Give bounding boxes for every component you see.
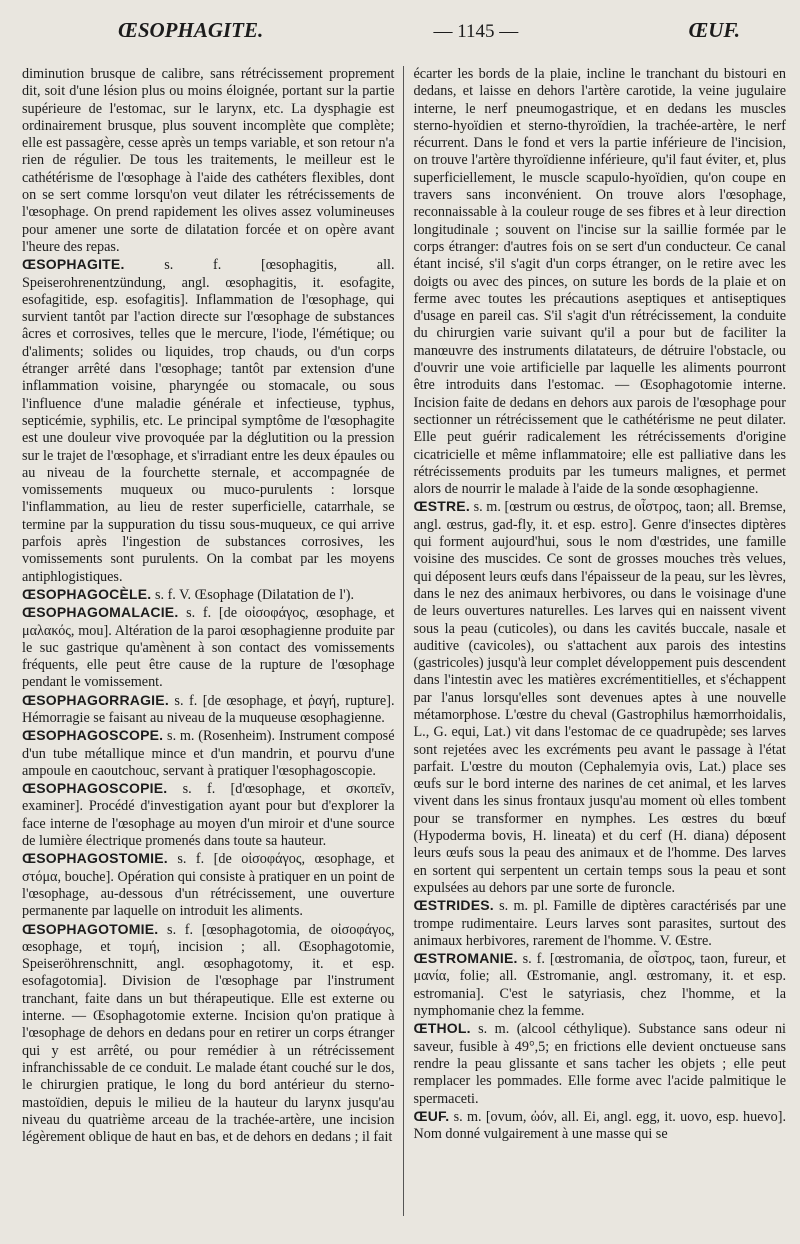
entry-headword: ŒSOPHAGORRAGIE. (22, 691, 169, 708)
continuation-text: diminution brusque de calibre, sans rétrécissement proprement dit, soit d'une lésion plus ou moins éloignée, portant sur la partie supérieure de l'estomac, sur le larynx, etc. La dysphagie est ordinairement brusque, plus souvent incomplète que complète; elle est passagère, cesse après un temps variable, et son retour n'a rien de régulier. De tous les traitements, le meilleur est le cathétérisme de l'œsophage à l'aide des cathéters flexibles, dont on se sert comme lorsqu'on veut dilater les rétrécissements de l'œsophage. On prend rapidement les olives assez volumineuses pour amener une sorte de dilatation forcée et on opère avant l'heure des repas. (22, 66, 395, 255)
entry-definition: s. f. [de οἰσοφάγος, œsophage, et μαλακός, mou]. Altération de la paroi œsophagienne produite par le suc gastrique qu'amènent à son contact des vomissements fréquents, elle peut être cause de la rupture de l'œsophage pendant le vomissement. (22, 605, 395, 691)
entry-definition: s. f. [œsophagotomia, de οἰσοφάγος, œsophage, et τομή, incision ; all. Œsophagotomie, Speiseröhrenschnitt, angl. œsophagotomy, it. et esp. esofagotomia]. Division de l'œsophage par l'instrument tranchant, faite dans un but thérapeutique. Elle est externe ou interne. — Œsophagotomie externe. Incision qu'on pratique à l'œsophage de dehors en dedans pour en retirer un corps étranger qui y est arrêté, ou pour remédier à un rétrécissement infranchissable de ce conduit. Le malade étant couché sur le dos, le chirurgien pratique, le long du bord antérieur du sterno-mastoïdien, depuis le milieu de la hauteur du larynx jusqu'au niveau du quatrième arceau de la trachée-artère, une incision légèrement oblique de haut en bas, et de dehors en dedans ; il fait (22, 921, 395, 1146)
continuation-text: écarter les bords de la plaie, incline le tranchant du bistouri en dedans, et laisse en dehors l'artère carotide, la veine jugulaire interne, le nerf pneumogastrique, et en dedans les muscles sterno-hyoïdien et sterno-thyroïdien, la trachée-artère, le nerf récurrent. Dans le fond et vers la partie inférieure de l'incision, on trouve l'artère thyroïdienne inférieure, qu'il faut éviter, et, plus superficiellement, le muscle scapulo-hyoïdien, qu'on coupe en travers sans inconvénient. On trouve alors l'œsophage, reconnaissable à la couleur rouge de ses fibres et à leur direction longitudinale ; souvent on l'incise sur la saillie formée par le corps étranger: d'autres fois on se sert d'un conducteur. Ce canal étant incisé, s'il s'agit d'un corps étranger, on le retire avec les doigts ou avec des pinces, on suture les bords de la plaie et on ferme avec toutes les précautions aseptiques et antiseptiques d'usage en pareil cas. S'il s'agit d'un rétrécissement, la conduite du chirurgien varie suivant qu'il a pour but de faciliter la manœuvre des instruments dilatateurs, de détruire l'obstacle, ou d'ouvrir une voie artificielle par laquelle les aliments pourront être introduits dans l'estomac. — Œsophagotomie interne. Incision faite de dedans en dehors aux parois de l'œsophage pour sectionner un rétrécissement que le cathétérisme ne peut dilater. Elle peut guérir radicalement les rétrécissements d'origine cicatricielle et même inflammatoire; elle est palliative dans les rétrécissements produits par les tumeurs malignes, et permet alors de nourrir le malade à l'aide de la sonde œsophagienne. (413, 66, 786, 498)
entry-headword: ŒSOPHAGOSTOMIE. (22, 850, 168, 867)
entry-headword: ŒSTRIDES. (413, 897, 494, 914)
right-column (404, 66, 787, 1216)
header-right-headword: ŒUF. (688, 18, 740, 42)
page-number: — 1145 — (433, 21, 519, 42)
dictionary-entry (414, 897, 787, 950)
dictionary-entry (414, 1020, 787, 1107)
left-column (22, 66, 404, 1216)
entry-headword: ŒSTRE. (413, 498, 470, 515)
entry-headword: ŒSOPHAGOSCOPIE. (22, 780, 168, 797)
entry-definition: s. m. [œstrum ou œstrus, de οἶστρος, taon; all. Bremse, angl. œstrus, gad-fly, it. et esp. estro]. Genre d'insectes diptères qui forment aujourd'hui, sous le nom d'œstrides, une famille voisine des muscides. Ce sont de grosses mouches très velues, qui déposent leurs œufs dans l'épaisseur de la peau, sur les lèvres, dans le nez des animaux herbivores, ou dans le voisinage d'une de leurs ouvertures naturelles. Les larves qui en naissent vivent sous la peau (cuticoles), ou dans les cavités buccale, nasale et auditive (cavicoles), ou s'attachent aux parois des intestins (gastricoles) jusqu'à leur complet développement puis descendent dans l'intestin avec les matières excrémentitielles, et s'échappent par l'anus lorsqu'elles sont devenues aptes à une nouvelle métamorphose. L'œstre du cheval (Gastrophilus hæmorrhoidalis, L., G. equi, Lat.) vit dans l'estomac de ce quadrupède; ses larves sont rejetées avec les excréments peu avant le passage à l'état parfait. L'œstre du mouton (Cephalemyia ovis, Lat.) place ses œufs sur le bord interne des narines de cet animal, et les larves vivent dans les sinus frontaux jusqu'au moment où elles tombent pour se transformer en nymphes. Les œstres du bœuf (Hypoderma bovis, H. lineata) et du cerf (H. diana) déposent leurs œufs sous la peau des animaux et de l'homme. Des larves en sortent qui serpentent un certain temps sous la peau et sont expulsées au dehors par une sorte de furoncle. (413, 499, 786, 896)
dictionary-entry (414, 498, 787, 897)
entry-definition: s. f. [de οἰσοφάγος, œsophage, et στόμα, bouche]. Opération qui consiste à pratiquer en un point de l'œsophage, au-dessous d'un rétrécissement, une ouverture permanente par laquelle on introduit les aliments. (22, 851, 395, 920)
dictionary-entry (22, 256, 395, 586)
entry-definition: s. m. [ovum, ὠόν, all. Ei, angl. egg, it. uovo, esp. huevo]. Nom donné vulgairement à une masse qui se (413, 1108, 786, 1143)
header-left-headword: ŒSOPHAGITE. (118, 18, 264, 42)
entry-headword: ŒSOPHAGITE. (22, 256, 125, 273)
entry-headword: ŒSTROMANIE. (413, 950, 518, 967)
two-column-body (22, 66, 786, 1216)
entry-headword: ŒUF. (413, 1107, 450, 1124)
running-header (22, 0, 786, 66)
entry-definition: s. m. (alcool céthylique). Substance sans odeur ni saveur, fusible à 49°,5; en frictions elle devient onctueuse sans rendre la peau glissante et sans tacher les objets ; elle peut remplacer les pommades. Elle forme avec l'acide palmitique le spermaceti. (413, 1021, 786, 1107)
entry-definition: s. f. V. Œsophage (Dilatation de l'). (151, 586, 355, 603)
entry-headword: ŒSOPHAGOMALACIE. (22, 604, 179, 621)
dictionary-entry (22, 692, 395, 728)
dictionary-entry (22, 604, 395, 691)
dictionary-entry (414, 1108, 787, 1144)
dictionary-entry (414, 950, 787, 1020)
entry-definition: s. f. [de œsophage, et ῥαγή, rupture]. Hémorragie se faisant au niveau de la muqueuse œsophagienne. (22, 692, 395, 726)
entry-headword: ŒSOPHAGOCÈLE. (22, 585, 152, 602)
dictionary-entry (22, 921, 395, 1147)
dictionary-entry (22, 586, 395, 604)
entry-definition: s. m. (Rosenheim). Instrument composé d'un tube métallique mince et d'un mandrin, et pourvu d'une ampoule en caoutchouc, servant à pratiquer l'œsophagoscopie. (22, 728, 395, 779)
dictionary-entry (22, 850, 395, 920)
entry-definition: s. m. pl. Famille de diptères caractérisés par une trompe rudimentaire. Leurs larves sont parasites, surtout des animaux herbivores, rarement de l'homme. V. Œstre. (413, 898, 786, 949)
entry-headword: ŒTHOL. (413, 1020, 471, 1037)
entry-definition: s. f. [œsophagitis, all. Speiserohrenentzündung, angl. œsophagitis, it. esofagite, esofagitide, esp. esofagitis]. Inflammation de l'œsophage, qui survient tantôt par l'action directe sur l'œsophage de substances âcres et corrosives, telles que le mercure, l'iode, l'émétique; ou d'aliments; solides ou liquides, trop chauds, ou d'un corps étranger arrêté dans l'œsophage; tantôt par extension d'une inflammation voisine, pharyngée ou stomacale, ou sous l'influence d'une maladie générale et infectieuse, typhus, septicémie, syphilis, etc. Le principal symptôme de l'œsophagite est une douleur vive provoquée par la déglutition ou la pression sur le trajet de l'œsophage, et s'irradiant entre les deux épaules ou au niveau de la fourchette sternale, et accompagnée de vomissements muqueux ou muco-purulents : lorsque l'inflammation, au lieu de rester superficielle, catarrhale, se termine par la suppuration du tissu sous-muqueux, ce qui arrive parfois après l'ingestion de substances corrosives, les vomissements sont purulents. On la combat par les moyens antiphlogistiques. (22, 257, 395, 585)
entry-headword: ŒSOPHAGOTOMIE. (22, 920, 159, 937)
entry-headword: ŒSOPHAGOSCOPE. (22, 727, 164, 744)
dictionary-entry (22, 780, 395, 850)
entry-definition: s. f. [œstromania, de οἶστρος, taon, fureur, et μανία, folie; all. Œstromanie, angl. œstromany, it. et esp. estromania]. C'est le satyriasis, chez l'homme, et la nymphomanie chez la femme. (413, 951, 786, 1020)
dictionary-entry (22, 727, 395, 780)
entry-definition: s. f. [d'œsophage, et σκοπεῖν, examiner]. Procédé d'investigation ayant pour but d'explorer la face interne de l'œsophage au moyen d'un miroir et d'une source de lumière électrique promenés dans toute sa hauteur. (22, 781, 395, 850)
